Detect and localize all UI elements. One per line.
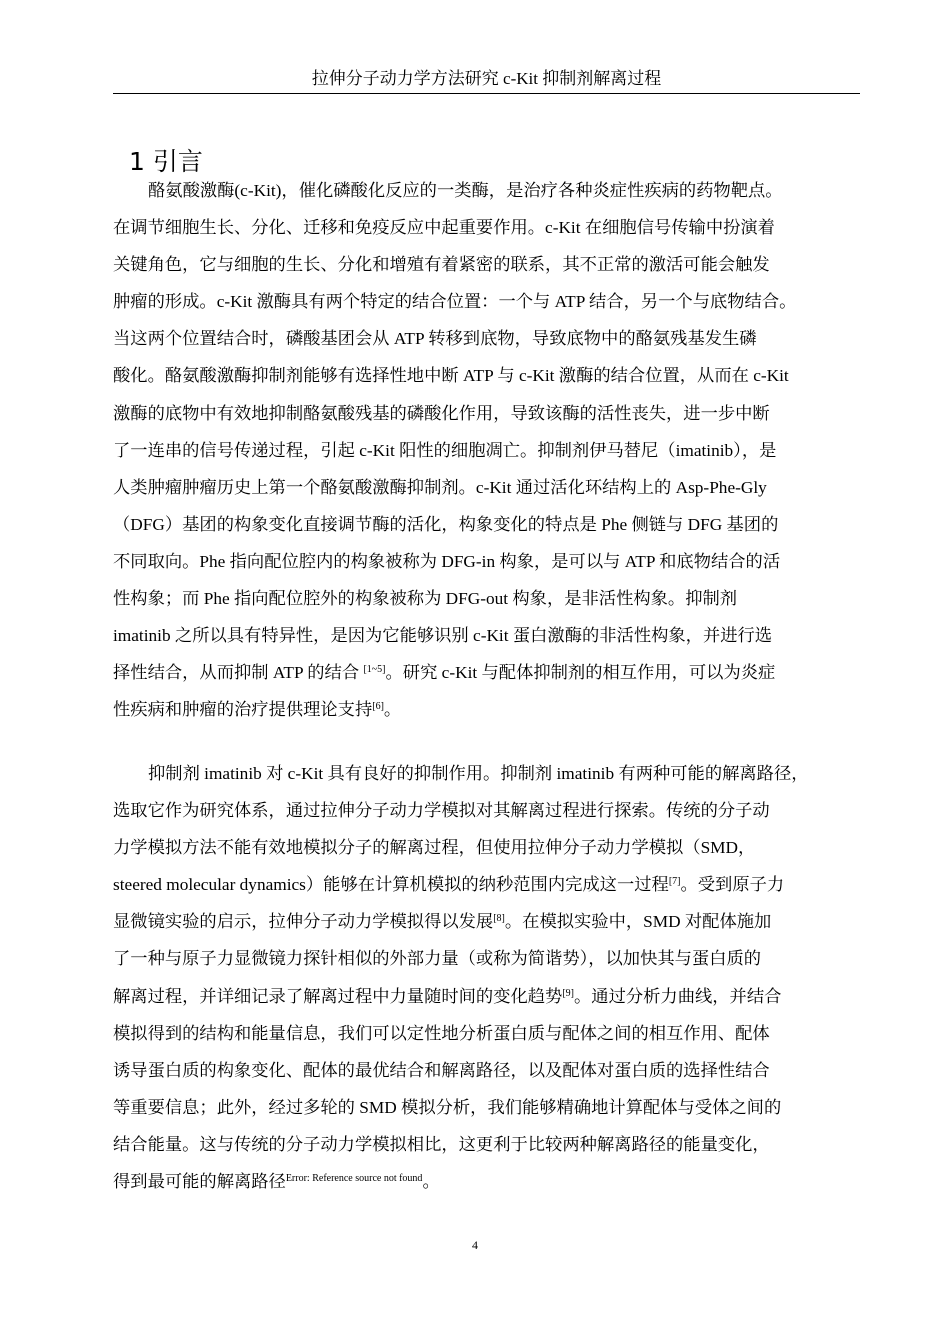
- text-line: [113, 1163, 860, 1200]
- text-run: 性疾病和肿瘤的治疗提供理论支持: [113, 700, 373, 720]
- text-run: steered molecular dynamics）能够在计算机模拟的纳秒范围内完成这一过程: [113, 875, 669, 895]
- text-line: 肿瘤的形成。c-Kit 激酶具有两个特定的结合位置：一个与 ATP 结合，另一个与底物结合。: [113, 292, 797, 312]
- text-run: 。: [422, 1172, 440, 1192]
- citation[interactable]: [6]: [372, 701, 384, 713]
- text-run: 择性结合，从而抑制 ATP 的结合: [113, 663, 364, 683]
- text-line: 激酶的底物中有效地抑制酪氨酸残基的磷酸化作用，导致该酶的活性丧失，进一步中断: [113, 403, 770, 423]
- broken-reference[interactable]: Error: Reference source not found: [285, 1173, 423, 1185]
- text-line: [113, 691, 860, 728]
- text-line: 模拟得到的结构和能量信息，我们可以定性地分析蛋白质与配体之间的相互作用、配体: [113, 1023, 770, 1043]
- text-line: 等重要信息；此外，经过多轮的 SMD 模拟分析，我们能够精确地计算配体与受体之间的: [113, 1097, 782, 1117]
- text-line: 了一种与原子力显微镜力探针相似的外部力量（或称为简谐势），以加快其与蛋白质的: [113, 949, 762, 969]
- running-header: 拉伸分子动力学方法研究 c-Kit 抑制剂解离过程: [311, 69, 662, 88]
- text-line: [113, 654, 860, 691]
- page-number: 4: [472, 1238, 478, 1252]
- text-line: 在调节细胞生长、分化、迁移和免疫反应中起重要作用。c-Kit 在细胞信号传输中扮演着: [113, 218, 775, 238]
- text-run: 。受到原子力: [680, 875, 785, 895]
- text-line: 性构象；而 Phe 指向配位腔外的构象被称为 DFG-out 构象，是非活性构象。抑制剂: [113, 589, 738, 609]
- text-line: （DFG）基团的构象变化直接调节酶的活化，构象变化的特点是 Phe 侧链与 DFG 基团的: [113, 514, 779, 534]
- header-rule: [113, 93, 860, 94]
- text-line: [113, 866, 860, 903]
- text-line: [113, 978, 860, 1015]
- text-run: 。在模拟实验中，SMD 对配体施加: [504, 912, 772, 932]
- text-line: 结合能量。这与传统的分子动力学模拟相比，这更利于比较两种解离路径的能量变化，: [113, 1134, 770, 1154]
- text-line: 抑制剂 imatinib 对 c-Kit 具有良好的抑制作用。抑制剂 imatinib 有两种可能的解离路径，: [148, 764, 809, 783]
- text-line: 酪氨酸激酶(c-Kit)，催化磷酸化反应的一类酶，是治疗各种炎症性疾病的药物靶点。: [148, 181, 783, 200]
- citation[interactable]: [7]: [668, 876, 681, 888]
- text-line: 酸化。酪氨酸激酶抑制剂能够有选择性地中断 ATP 与 c-Kit 激酶的结合位置，从而在 c-Kit: [113, 366, 789, 386]
- text-line: imatinib 之所以具有特异性，是因为它能够识别 c-Kit 蛋白激酶的非活性构象，并进行选: [113, 626, 773, 646]
- text-run: 得到最可能的解离路径: [113, 1172, 286, 1192]
- text-run: 解离过程，并详细记录了解离过程中力量随时间的变化趋势: [113, 986, 563, 1006]
- text-run: 。研究 c-Kit 与配体抑制剂的相互作用，可以为炎症: [385, 663, 776, 683]
- text-line: 了一连串的信号传递过程，引起 c-Kit 阳性的细胞凋亡。抑制剂伊马替尼（imatinib），是: [113, 440, 777, 460]
- citation[interactable]: [8]: [493, 913, 505, 925]
- citation[interactable]: [9]: [562, 987, 574, 999]
- paragraph-2: [113, 755, 860, 1200]
- text-run: 显微镜实验的启示，拉伸分子动力学模拟得以发展: [113, 912, 494, 932]
- section-heading: 1 引言: [129, 147, 203, 176]
- text-line: 力学模拟方法不能有效地模拟分子的解离过程，但使用拉伸分子动力学模拟（SMD，: [113, 838, 756, 858]
- text-line: 当这两个位置结合时，磷酸基团会从 ATP 转移到底物，导致底物中的酪氨残基发生磷: [113, 329, 757, 349]
- paragraph-1: [113, 172, 860, 728]
- text-run: 。通过分析力曲线，并结合: [574, 986, 782, 1006]
- text-line: 选取它作为研究体系，通过拉伸分子动力学模拟对其解离过程进行探索。传统的分子动: [113, 801, 770, 821]
- text-line: [113, 903, 860, 940]
- text-line: 诱导蛋白质的构象变化、配体的最优结合和解离路径，以及配体对蛋白质的选择性结合: [113, 1060, 770, 1080]
- text-run: 。: [383, 700, 402, 720]
- text-line: 不同取向。Phe 指向配位腔内的构象被称为 DFG-in 构象，是可以与 ATP 和底物结合的活: [113, 551, 781, 571]
- citation[interactable]: [1~5]: [363, 664, 386, 676]
- text-line: 关键角色，它与细胞的生长、分化和增殖有着紧密的联系，其不正常的激活可能会触发: [113, 255, 770, 275]
- text-line: 人类肿瘤肿瘤历史上第一个酪氨酸激酶抑制剂。c-Kit 通过活化环结构上的 Asp-Phe-Gly: [113, 477, 767, 497]
